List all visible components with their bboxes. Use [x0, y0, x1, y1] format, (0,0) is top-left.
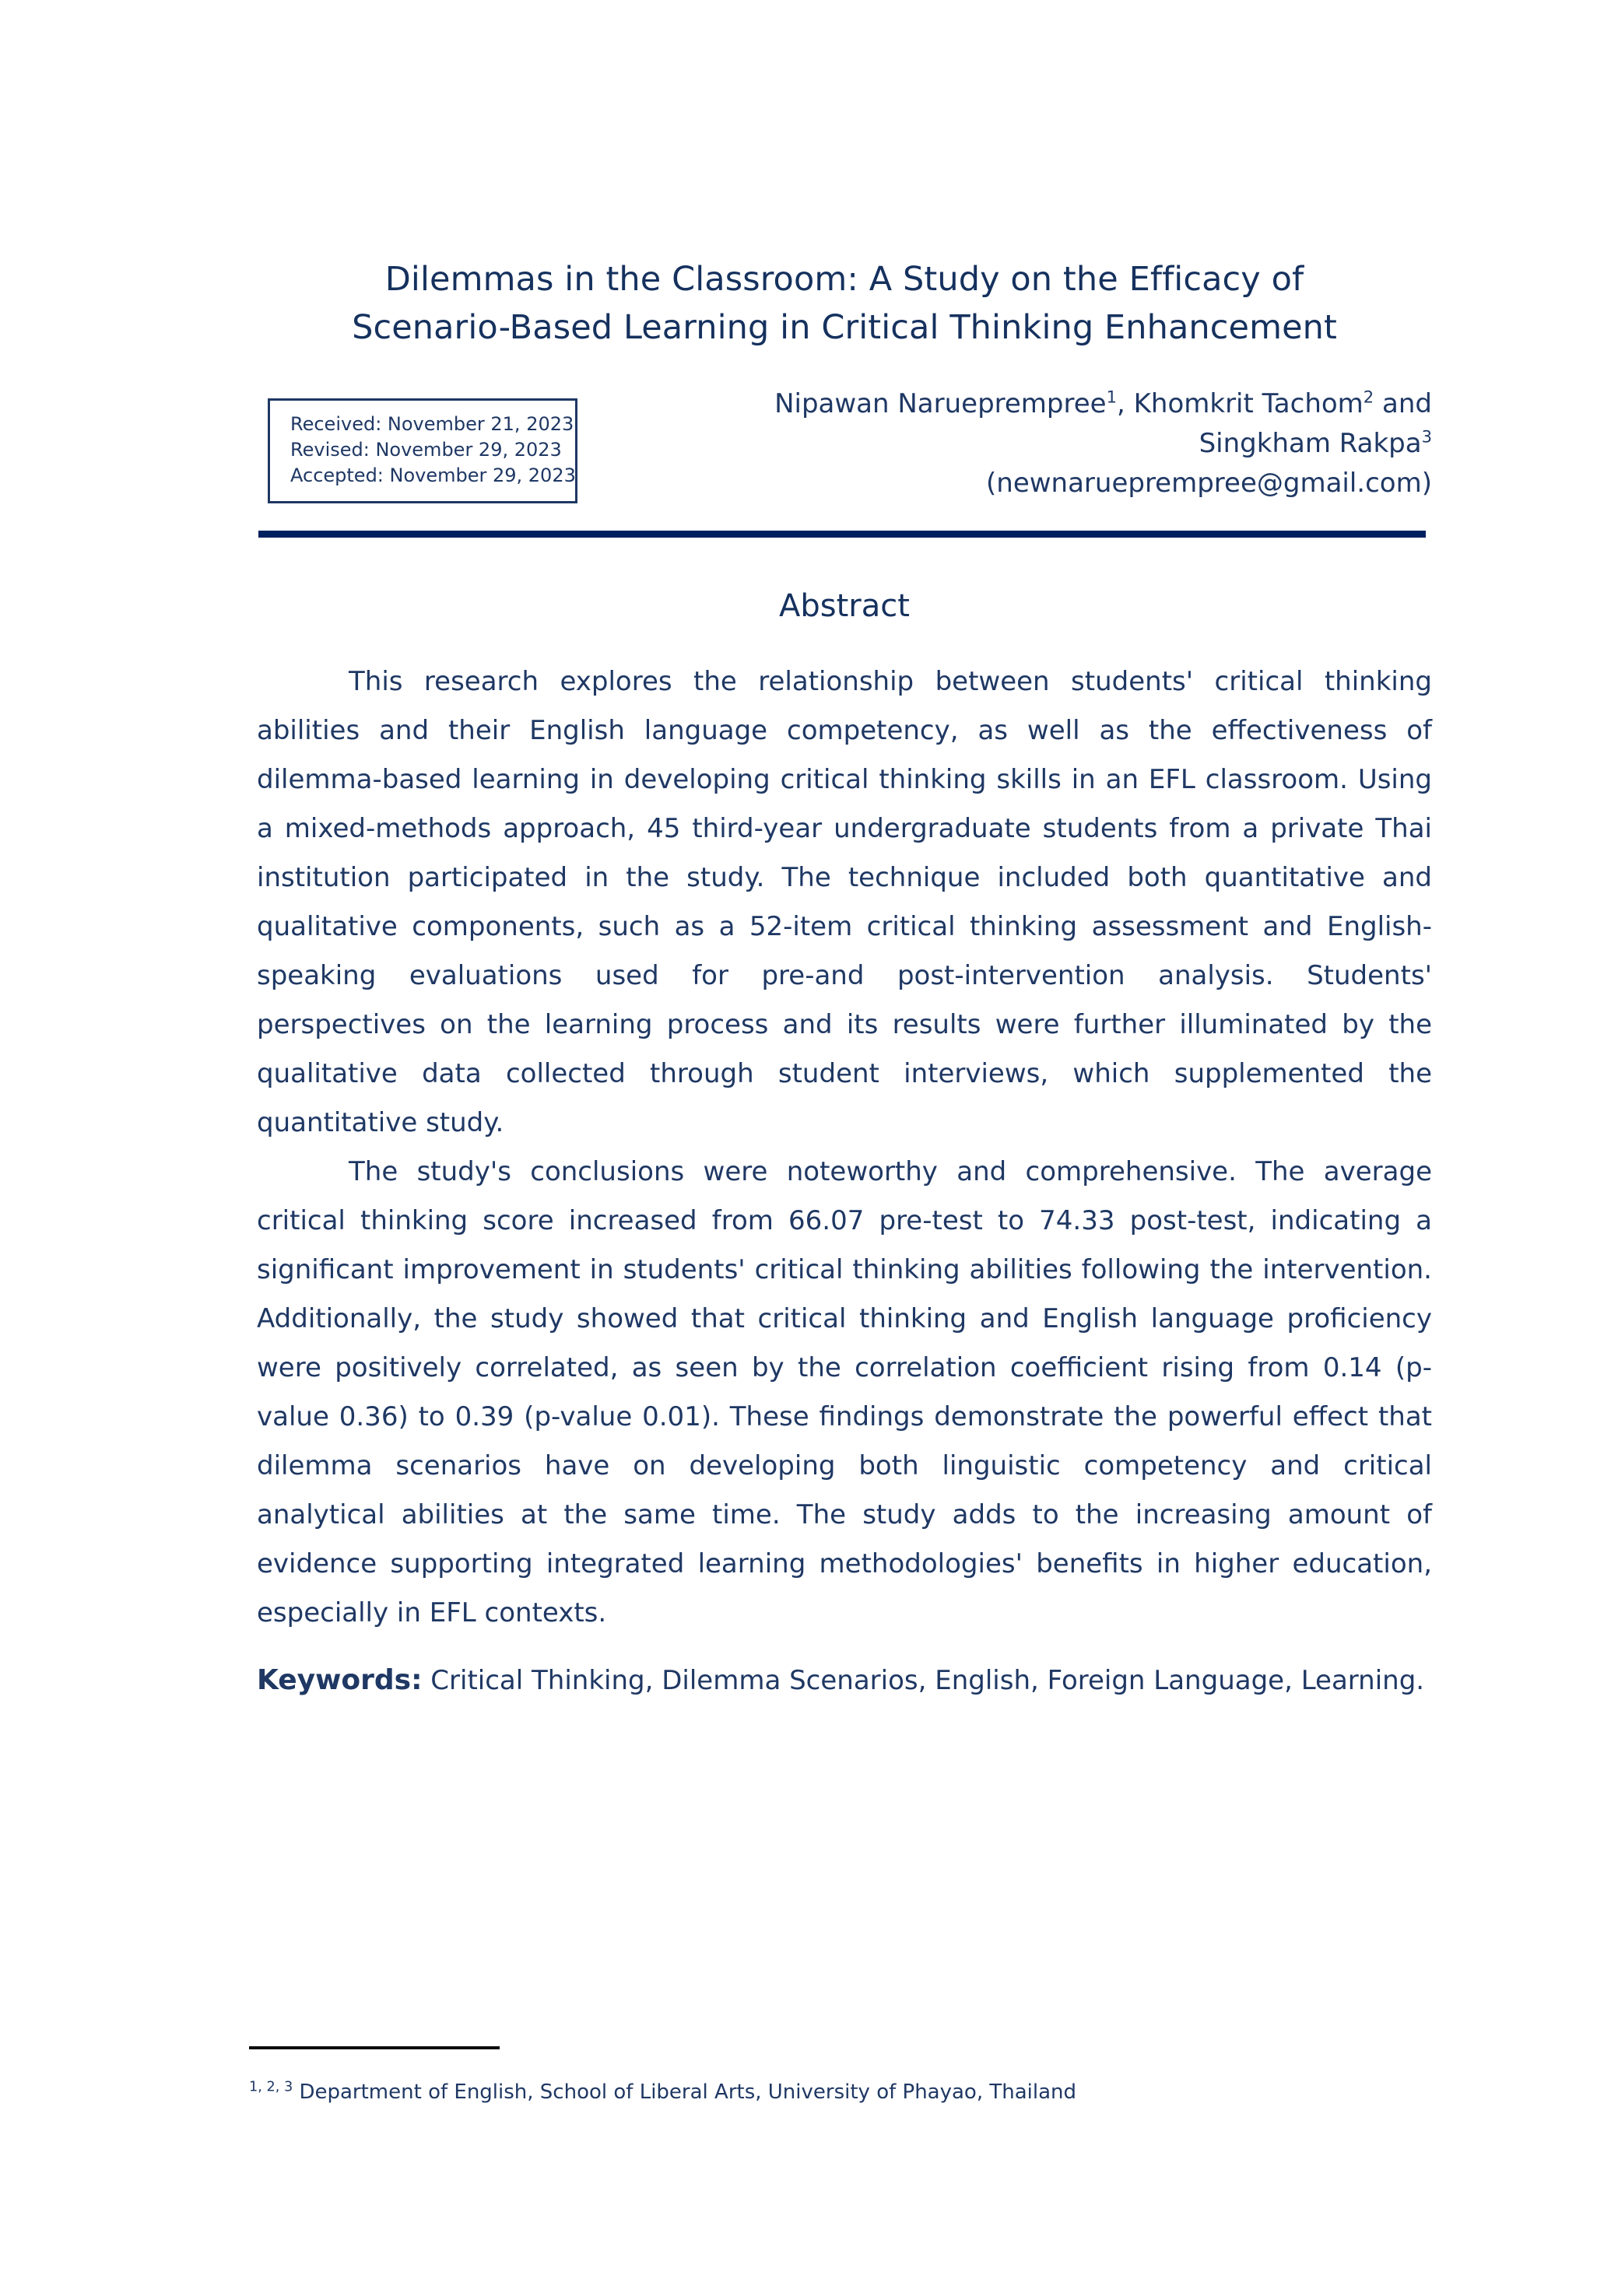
author-affiliation-mark-1: 1 [1106, 387, 1117, 407]
abstract-body [257, 657, 1432, 1638]
author-separator-1: , [1117, 388, 1134, 419]
author-line-2 [630, 424, 1432, 464]
date-accepted: Accepted: November 29, 2023 [290, 464, 576, 486]
footnote-marks: 1, 2, 3 [249, 2079, 293, 2095]
abstract-heading: Abstract [779, 588, 910, 624]
keywords-line [257, 1658, 1432, 1703]
author-name-3: Singkham Rakpa [1199, 428, 1422, 459]
affiliation-footnote [249, 2079, 1432, 2105]
keywords-label: Keywords: [257, 1664, 423, 1696]
keywords-section [257, 1658, 1432, 1703]
submission-dates-box [268, 398, 577, 503]
author-affiliation-mark-3: 3 [1421, 426, 1432, 447]
footnote-area [249, 2046, 1432, 2105]
abstract-paragraph-1: This research explores the relationship between students' critical thinking abilities and their English language competency, as well as the effectiveness of dilemma-based learning in developing critical thinking skills in an EFL classroom. Using a mixed-methods approach, 45 third-year undergraduate students from a private Thai institution participated in the study. The technique included both quantitative and qualitative components, such as a 52-item critical thinking assessment and English-speaking evaluations used for pre-and post-intervention analysis. Students' perspectives on the learning process and its results were further illuminated by the qualitative data collected through student interviews, which supplemented the quantitative study. [257, 666, 1432, 1138]
abstract-paragraph-2: The study's conclusions were noteworthy and comprehensive. The average critical thinking score increased from 66.07 pre-test to 74.33 post-test, indicating a significant improvement in students' critical thinking abilities following the intervention. Additionally, the study showed that critical thinking and English language proficiency were positively correlated, as seen by the correlation coefficient rising from 0.14 (p-value 0.36) to 0.39 (p-value 0.01). These findings demonstrate the powerful effect that dilemma scenarios have on developing both linguistic competency and critical analytical abilities at the same time. The study adds to the increasing amount of evidence supporting integrated learning methodologies' benefits in higher education, especially in EFL contexts. [257, 1156, 1432, 1628]
page-title [257, 0, 1432, 352]
date-received: Received: November 21, 2023 [290, 413, 574, 435]
author-name-2: Khomkrit Tachom [1133, 388, 1364, 419]
header-row [257, 384, 1432, 517]
author-line-1 [630, 384, 1432, 424]
date-revised: Revised: November 29, 2023 [290, 439, 562, 461]
title-line-1: Dilemmas in the Classroom: A Study on the Efficacy of [384, 260, 1304, 299]
footnote-affiliation-text: Department of English, School of Liberal Arts, University of Phayao, Thailand [293, 2080, 1077, 2104]
footnote-divider [249, 2046, 500, 2049]
page-content [257, 0, 1432, 1703]
header-divider [258, 531, 1426, 538]
author-name-1: Nipawan Narueprempree [774, 388, 1107, 419]
keywords-value: Critical Thinking, Dilemma Scenarios, English, Foreign Language, Learning. [422, 1665, 1425, 1696]
corresponding-email[interactable]: (newnarueprempree@gmail.com) [986, 468, 1432, 499]
author-conjunction: and [1374, 388, 1432, 419]
title-line-2: Scenario-Based Learning in Critical Thinking Enhancement [352, 308, 1337, 347]
author-affiliation-mark-2: 2 [1363, 387, 1374, 407]
